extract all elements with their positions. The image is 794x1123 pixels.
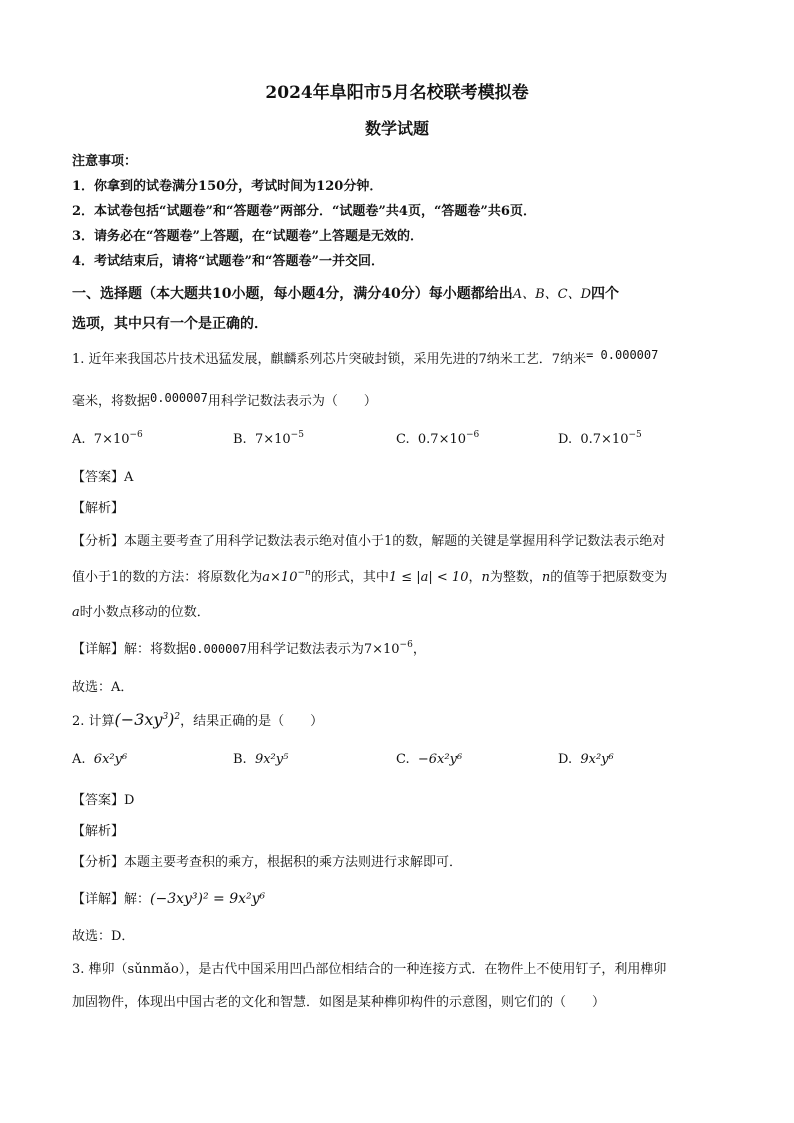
option-label: D. <box>558 752 573 767</box>
option-exponent: −5 <box>290 430 304 440</box>
q1-analysis-line3 <box>72 601 210 620</box>
note-item: 4．考试结束后，请将“试题卷”和“答题卷”一并交回． <box>72 254 384 269</box>
option-label: A. <box>72 752 86 767</box>
option-label: B. <box>233 432 247 447</box>
option-exponent: −6 <box>129 430 143 440</box>
exam-title: 2024年阜阳市5月名校联考模拟卷 <box>265 83 529 103</box>
question-1-stem <box>72 348 658 367</box>
option-value: 0.7×10 <box>580 432 629 447</box>
q2-option-b <box>233 752 288 767</box>
q1-answer: 【答案】A <box>72 470 134 485</box>
q2-choose: 故选：D． <box>72 929 135 944</box>
q1-stem2-tail: 用科学记数法表示为（ ） <box>207 394 377 409</box>
option-value: 0.7×10 <box>417 432 466 447</box>
analysis-formula: a×10 <box>262 570 298 585</box>
q1-stem-equation: = 0.000007 <box>586 348 659 362</box>
analysis-exponent: −n <box>297 568 311 578</box>
section-heading-tail: 四个 <box>591 286 620 302</box>
option-label: B. <box>233 752 247 767</box>
section-heading-text: 一、选择题（本大题共10小题，每小题4分，满分40分）每小题都给出 <box>72 286 513 302</box>
note-item: 1．你拿到的试卷满分150分，考试时间为120分钟． <box>72 179 383 194</box>
q1-option-c <box>396 432 479 447</box>
analysis-variable: n <box>541 570 551 585</box>
q1-stem2-text: 毫米，将数据 <box>72 394 151 409</box>
analysis-inequality: 1 ≤ |a| < 10 <box>388 570 469 585</box>
q1-analysis-line2 <box>72 566 667 585</box>
q2-stem-tail: ，结果正确的是（ ） <box>180 714 324 729</box>
detail-text: ， <box>412 642 426 657</box>
q1-stem2-number: 0.000007 <box>150 391 208 405</box>
q2-analysis-line1: 【分析】本题主要考查积的乘方，根据积的乘方法则进行求解即可． <box>72 855 463 870</box>
option-label: D. <box>558 432 573 447</box>
q2-answer: 【答案】D <box>72 793 135 808</box>
question-3-stem-line2: 加固物件，体现出中国古老的文化和智慧．如图是某种榫卯构件的示意图，则它们的（ ） <box>72 995 606 1010</box>
q2-option-a <box>72 752 127 767</box>
option-value: 9x²y⁵ <box>254 752 289 767</box>
q2-option-c <box>396 752 462 767</box>
analysis-text: ， <box>468 570 482 585</box>
q1-stem-text: 1. 近年来我国芯片技术迅猛发展，麒麟系列芯片突破封锁，采用先进的7纳米工艺．7纳米 <box>72 352 587 367</box>
q2-detail <box>72 888 265 907</box>
q1-option-b <box>233 432 304 447</box>
detail-value: 7×10 <box>363 642 400 657</box>
option-value: 9x²y⁶ <box>580 752 614 767</box>
option-value: 6x²y⁶ <box>93 752 128 767</box>
question-2-stem <box>72 710 323 729</box>
option-label: C. <box>396 432 410 447</box>
q1-option-d <box>558 432 642 447</box>
section-heading <box>72 283 619 303</box>
note-item: 3．请务必在“答题卷”上答题，在“试题卷”上答题是无效的． <box>72 229 423 244</box>
detail-formula: (−3xy³)² = 9x²y⁶ <box>150 891 266 907</box>
section-choices: A、B、C、D <box>512 287 592 302</box>
analysis-variable: a <box>72 605 80 620</box>
section-heading-line2: 选项，其中只有一个是正确的． <box>72 316 268 332</box>
detail-text: 【详解】解： <box>72 892 151 907</box>
option-label: A. <box>72 432 86 447</box>
expr-body: (−3xy <box>114 710 163 729</box>
option-label: C. <box>396 752 410 767</box>
option-value: 7×10 <box>254 432 291 447</box>
detail-number: 0.000007 <box>189 642 247 656</box>
analysis-text: 的形式，其中 <box>310 570 389 585</box>
expr-inner-exponent: 3 <box>162 712 169 722</box>
q1-analysis-line1: 【分析】本题主要考查了用科学记数法表示绝对值小于1的数，解题的关键是掌握用科学记数法表示绝对 <box>72 534 666 549</box>
analysis-variable: n <box>481 570 490 585</box>
detail-exponent: −6 <box>399 640 413 650</box>
detail-text: 用科学记数法表示为 <box>246 642 364 657</box>
question-1-stem-line2 <box>72 390 377 409</box>
q1-option-a <box>72 432 143 447</box>
q1-analysis-heading: 【解析】 <box>72 501 125 516</box>
option-exponent: −6 <box>466 430 480 440</box>
q1-detail <box>72 638 426 657</box>
q2-stem-text: 2. 计算 <box>72 714 115 729</box>
note-item: 2．本试卷包括“试题卷”和“答题卷”两部分．“试题卷”共4页，“答题卷”共6页． <box>72 204 536 219</box>
option-value: 7×10 <box>93 432 130 447</box>
expr-close: ) <box>168 710 175 729</box>
option-value: −6x²y⁶ <box>417 752 463 767</box>
question-3-stem-line1: 3. 榫卯（sǔnmǎo），是古代中国采用凹凸部位相结合的一种连接方式．在物件上不使用钉子，利用榫卯 <box>72 962 667 977</box>
analysis-text: 的值等于把原数变为 <box>550 570 668 585</box>
detail-text: 【详解】解：将数据 <box>72 642 190 657</box>
exam-subject: 数学试题 <box>364 119 429 138</box>
q2-option-d <box>558 752 614 767</box>
analysis-text: 值小于1的数的方法：将原数化为 <box>72 570 263 585</box>
analysis-text: 时小数点移动的位数． <box>79 605 210 620</box>
analysis-text: 为整数， <box>489 570 542 585</box>
q2-analysis-heading: 【解析】 <box>72 824 125 839</box>
q2-stem-expression <box>115 710 181 729</box>
q1-choose: 故选：A． <box>72 680 134 695</box>
notes-heading: 注意事项： <box>72 154 138 169</box>
expr-outer-exponent: 2 <box>174 712 181 722</box>
option-exponent: −5 <box>628 430 642 440</box>
